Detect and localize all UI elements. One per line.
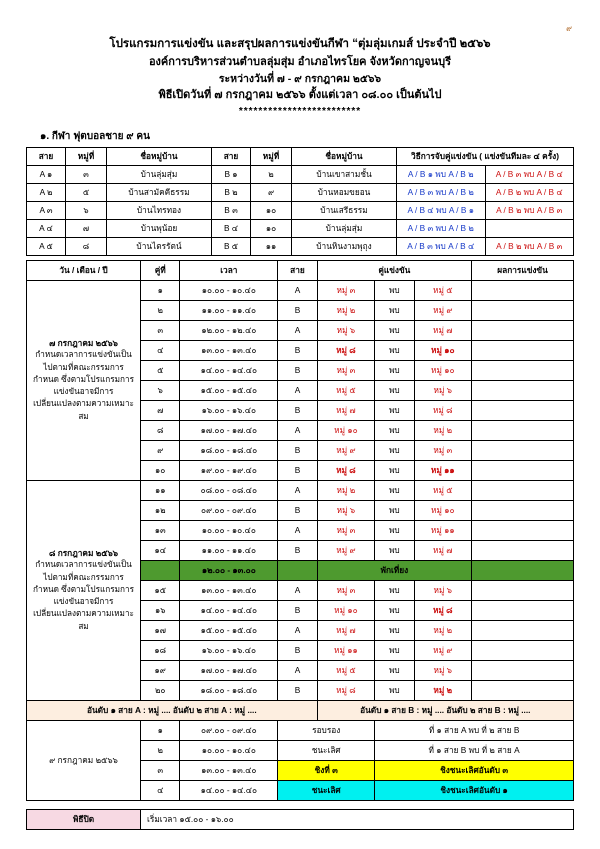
cell-team-1: หมู่ ๑๑ xyxy=(317,640,375,660)
cell-line: A xyxy=(278,480,317,500)
table-row xyxy=(27,201,574,219)
teams-table xyxy=(26,147,574,256)
cell-name-1: บ้านพุน้อย xyxy=(107,219,212,237)
cell-team-2: หมู่ ๑๐ xyxy=(414,500,472,520)
cell-line: B xyxy=(278,440,317,460)
cell-team-1: หมู่ ๗ xyxy=(317,400,375,420)
cell-pair-no: ๑๓ xyxy=(141,520,180,540)
cell-time: ๑๓.๐๐ - ๑๓.๔๐ xyxy=(180,340,278,360)
cell-time: ๐๙.๐๐ - ๐๙.๔๐ xyxy=(180,500,278,520)
col-moo-1: หมู่ที่ xyxy=(66,147,107,165)
table-row xyxy=(27,280,574,300)
col-method: วิธีการจับคู่แข่งขัน ( แข่งขันทีมละ ๔ ครั้ง) xyxy=(397,147,574,165)
cell-team-2: หมู่ ๖ xyxy=(414,580,472,600)
cell-team-2: หมู่ ๑๐ xyxy=(414,360,472,380)
cell-time: ๑๓.๐๐ - ๑๓.๔๐ xyxy=(180,580,278,600)
cell-moo-1: ๘ xyxy=(66,237,107,255)
lunch-pair-no xyxy=(141,560,180,580)
cell-vs: พบ xyxy=(375,600,414,620)
cell-group-1: A ๔ xyxy=(27,219,66,237)
cell-name-2: บ้านลุ่มสุ่ม xyxy=(292,219,397,237)
cell-team-1: หมู่ ๕ xyxy=(317,660,375,680)
cell-time: ๑๐.๐๐ - ๑๐.๔๐ xyxy=(180,520,278,540)
cell-time: ๑๒.๐๐ - ๑๒.๔๐ xyxy=(180,320,278,340)
title-line-4: พิธีเปิดวันที่ ๗ กรกฎาคม ๒๕๖๖ ตั้งแต่เวลา ๐๘.๐๐ เป็นต้นไป xyxy=(158,89,442,102)
cell-vs: พบ xyxy=(375,520,414,540)
cell-team-2: หมู่ ๕ xyxy=(414,480,472,500)
cell-pair-no: ๒ xyxy=(141,300,180,320)
cell-line: B xyxy=(278,600,317,620)
cell-vs: พบ xyxy=(375,460,414,480)
cell-line: A xyxy=(278,380,317,400)
cell-group-1: A ๑ xyxy=(27,165,66,183)
table-row xyxy=(27,165,574,183)
cell-team-1: หมู่ ๑๐ xyxy=(317,600,375,620)
cell-time: ๑๘.๐๐ - ๑๘.๔๐ xyxy=(180,440,278,460)
cell-vs: พบ xyxy=(375,340,414,360)
final-date-cell: ๙ กรกฎาคม ๒๕๖๖ xyxy=(27,720,141,800)
title-line-3: ระหว่างวันที่ ๗ - ๙ กรกฎาคม ๒๕๖๖ xyxy=(218,72,382,85)
cell-pair-no: ๖ xyxy=(141,380,180,400)
cell-group-2: B ๕ xyxy=(212,237,251,255)
cell-line: B xyxy=(278,400,317,420)
cell-team-1: หมู่ ๖ xyxy=(317,320,375,340)
cell-pair-no: ๔ xyxy=(141,780,180,800)
col-line: สาย xyxy=(278,260,317,280)
cell-name-2: บ้านเสรีธรรม xyxy=(292,201,397,219)
cell-line: B xyxy=(278,460,317,480)
cell-pair-no: ๑ xyxy=(141,280,180,300)
cell-result xyxy=(472,640,574,660)
cell-line: A xyxy=(278,420,317,440)
cell-result xyxy=(472,680,574,700)
cell-moo-2: ๑๑ xyxy=(251,237,292,255)
cell-vs: พบ xyxy=(375,300,414,320)
cell-moo-1: ๖ xyxy=(66,201,107,219)
cell-time: ๑๑.๐๐ - ๑๑.๔๐ xyxy=(180,540,278,560)
cell-time: ๑๕.๐๐ - ๑๕.๔๐ xyxy=(180,380,278,400)
cell-round-label: ชิงที่ ๓ xyxy=(278,760,375,780)
spacer-row xyxy=(27,800,574,809)
col-match: คู่แข่งขัน xyxy=(317,260,471,280)
cell-line: B xyxy=(278,680,317,700)
cell-pair-no: ๑๔ xyxy=(141,540,180,560)
cell-vs: พบ xyxy=(375,400,414,420)
day1-label: ๗ กรกฎาคม ๒๕๖๖ xyxy=(49,338,118,349)
spacer-cell xyxy=(27,800,574,809)
cell-team-2: หมู่ ๗ xyxy=(414,320,472,340)
cell-team-1: หมู่ ๗ xyxy=(317,620,375,640)
cell-method-b: A / B ๓ พบ A / B ๔ xyxy=(485,165,574,183)
cell-time: ๑๔.๐๐ - ๑๔.๔๐ xyxy=(180,360,278,380)
title-line-2: องค์การบริหารส่วนตำบลลุ่มสุ่ม อำเภอไทรโยค จังหวัดกาญจนบุรี xyxy=(148,55,452,68)
cell-team-2: หมู่ ๒ xyxy=(414,620,472,640)
cell-time: ๑๔.๐๐ - ๑๔.๔๐ xyxy=(180,780,278,800)
cell-method-a: A / B ๑ พบ A / B ๒ xyxy=(397,165,486,183)
teams-header-row xyxy=(27,147,574,165)
cell-team-2: หมู่ ๙ xyxy=(414,300,472,320)
table-row xyxy=(27,183,574,201)
cell-team-2: หมู่ ๓ xyxy=(414,440,472,460)
cell-result xyxy=(472,340,574,360)
cell-team-1: หมู่ ๙ xyxy=(317,440,375,460)
cell-team-1: หมู่ ๑๐ xyxy=(317,420,375,440)
cell-result xyxy=(472,480,574,500)
cell-vs: พบ xyxy=(375,680,414,700)
day2-note: กำหนดเวลาการแข่งขันเป็นไปตามที่คณะกรรมการกำหนด ซึ่งตามโปรแกรมการแข่งขันอาจมีการเปลี่ยนแปลงตามความเหมาะสม xyxy=(33,560,134,631)
cell-pair-no: ๕ xyxy=(141,360,180,380)
cell-result xyxy=(472,280,574,300)
cell-method-b: A / B ๒ พบ A / B ๓ xyxy=(485,201,574,219)
cell-pair-no: ๑๗ xyxy=(141,620,180,640)
col-name-2: ชื่อหมู่บ้าน xyxy=(292,147,397,165)
cell-pair-no: ๑ xyxy=(141,720,180,740)
cell-pair-no: ๘ xyxy=(141,420,180,440)
cell-team-1: หมู่ ๒ xyxy=(317,300,375,320)
cell-round-desc: ชิงชนะเลิศอันดับ ๑ xyxy=(375,780,574,800)
cell-result xyxy=(472,420,574,440)
cell-pair-no: ๑๕ xyxy=(141,580,180,600)
col-name-1: ชื่อหมู่บ้าน xyxy=(107,147,212,165)
cell-time: ๑๗.๐๐ - ๑๗.๔๐ xyxy=(180,420,278,440)
cell-team-2: หมู่ ๖ xyxy=(414,660,472,680)
closing-time: เริ่มเวลา ๑๕.๐๐ - ๑๖.๐๐ xyxy=(141,809,574,829)
cell-time: ๑๖.๐๐ - ๑๖.๔๐ xyxy=(180,640,278,660)
cell-moo-2: ๑๐ xyxy=(251,201,292,219)
cell-method-b xyxy=(485,219,574,237)
cell-time: ๑๔.๐๐ - ๑๔.๔๐ xyxy=(180,600,278,620)
cell-time: ๑๑.๐๐ - ๑๑.๔๐ xyxy=(180,300,278,320)
cell-team-1: หมู่ ๓ xyxy=(317,360,375,380)
cell-result xyxy=(472,620,574,640)
title-line-5: ************************* xyxy=(238,106,362,118)
cell-round-desc: ชิงชนะเลิศอันดับ ๓ xyxy=(375,760,574,780)
page-corner-mark: ๙ xyxy=(566,24,572,33)
cell-line: A xyxy=(278,660,317,680)
cell-name-1: บ้านลุ่มสุ่ม xyxy=(107,165,212,183)
cell-team-1: หมู่ ๙ xyxy=(317,540,375,560)
lunch-label: พักเที่ยง xyxy=(317,560,471,580)
closing-row xyxy=(27,809,574,829)
cell-group-1: A ๓ xyxy=(27,201,66,219)
cell-group-2: B ๒ xyxy=(212,183,251,201)
cell-result xyxy=(472,380,574,400)
cell-method-a: A / B ๓ พบ A / B ๔ xyxy=(397,237,486,255)
cell-team-1: หมู่ ๓ xyxy=(317,520,375,540)
cell-team-2: หมู่ ๘ xyxy=(414,400,472,420)
cell-time: ๐๘.๐๐ - ๐๘.๔๐ xyxy=(180,480,278,500)
cell-line: B xyxy=(278,640,317,660)
cell-time: ๑๐.๐๐ - ๑๐.๔๐ xyxy=(180,740,278,760)
table-row xyxy=(27,237,574,255)
cell-team-2: หมู่ ๙ xyxy=(414,640,472,660)
cell-result xyxy=(472,300,574,320)
cell-round-label: รอบรอง xyxy=(278,720,375,740)
schedule-table xyxy=(26,260,574,830)
cell-team-1: หมู่ ๒ xyxy=(317,480,375,500)
cell-time: ๑๘.๐๐ - ๑๘.๔๐ xyxy=(180,680,278,700)
cell-line: B xyxy=(278,500,317,520)
cell-result xyxy=(472,440,574,460)
cell-group-1: A ๕ xyxy=(27,237,66,255)
cell-moo-1: ๗ xyxy=(66,219,107,237)
col-pair-no: คู่ที่ xyxy=(141,260,180,280)
cell-vs: พบ xyxy=(375,440,414,460)
cell-team-1: หมู่ ๘ xyxy=(317,340,375,360)
cell-vs: พบ xyxy=(375,500,414,520)
cell-vs: พบ xyxy=(375,620,414,640)
cell-line: A xyxy=(278,320,317,340)
col-time: เวลา xyxy=(180,260,278,280)
cell-line: B xyxy=(278,360,317,380)
col-moo-2: หมู่ที่ xyxy=(251,147,292,165)
rank-right: อันดับ ๑ สาย B : หมู่ .... อันดับ ๒ สาย B : หมู่ .... xyxy=(317,700,573,720)
cell-name-1: บ้านไทรทอง xyxy=(107,201,212,219)
cell-group-2: B ๑ xyxy=(212,165,251,183)
cell-moo-2: ๙ xyxy=(251,183,292,201)
col-result: ผลการแข่งขัน xyxy=(472,260,574,280)
table-row xyxy=(27,480,574,500)
cell-vs: พบ xyxy=(375,320,414,340)
col-date: วัน / เดือน / ปี xyxy=(27,260,141,280)
cell-name-2: บ้านเขาสามชั้น xyxy=(292,165,397,183)
cell-result xyxy=(472,580,574,600)
cell-group-2: B ๔ xyxy=(212,219,251,237)
cell-line: A xyxy=(278,620,317,640)
cell-team-1: หมู่ ๘ xyxy=(317,680,375,700)
day1-date-cell xyxy=(27,280,141,480)
cell-time: ๑๙.๐๐ - ๑๙.๔๐ xyxy=(180,460,278,480)
cell-name-2: บ้านหอมขยอน xyxy=(292,183,397,201)
cell-team-2: หมู่ ๕ xyxy=(414,280,472,300)
cell-time: ๑๓.๐๐ - ๑๓.๔๐ xyxy=(180,760,278,780)
cell-result xyxy=(472,600,574,620)
cell-pair-no: ๑๙ xyxy=(141,660,180,680)
cell-team-2: หมู่ ๒ xyxy=(414,420,472,440)
cell-pair-no: ๒๐ xyxy=(141,680,180,700)
cell-team-2: หมู่ ๒ xyxy=(414,680,472,700)
cell-team-2: หมู่ ๑๐ xyxy=(414,340,472,360)
cell-time: ๑๗.๐๐ - ๑๗.๔๐ xyxy=(180,660,278,680)
lunch-line xyxy=(278,560,317,580)
cell-team-1: หมู่ ๖ xyxy=(317,500,375,520)
cell-result xyxy=(472,520,574,540)
cell-vs: พบ xyxy=(375,380,414,400)
col-group-2: สาย xyxy=(212,147,251,165)
cell-method-a: A / B ๓ พบ A / B ๒ xyxy=(397,219,486,237)
cell-team-2: หมู่ ๖ xyxy=(414,380,472,400)
cell-pair-no: ๑๒ xyxy=(141,500,180,520)
cell-moo-2: ๑๐ xyxy=(251,219,292,237)
rank-summary-row xyxy=(27,700,574,720)
cell-pair-no: ๗ xyxy=(141,400,180,420)
cell-line: A xyxy=(278,580,317,600)
cell-line: B xyxy=(278,540,317,560)
cell-name-1: บ้านสามัคคีธรรม xyxy=(107,183,212,201)
cell-pair-no: ๑๑ xyxy=(141,480,180,500)
cell-pair-no: ๙ xyxy=(141,440,180,460)
rank-left: อันดับ ๑ สาย A : หมู่ .... อันดับ ๒ สาย A : หมู่ .... xyxy=(27,700,318,720)
schedule-header-row xyxy=(27,260,574,280)
cell-team-1: หมู่ ๕ xyxy=(317,380,375,400)
cell-round-desc: ที่ ๑ สาย B พบ ที่ ๒ สาย A xyxy=(375,740,574,760)
cell-time: ๑๕.๐๐ - ๑๕.๔๐ xyxy=(180,620,278,640)
cell-line: B xyxy=(278,300,317,320)
cell-team-2: หมู่ ๑๑ xyxy=(414,520,472,540)
table-row xyxy=(27,720,574,740)
cell-method-b: A / B ๒ พบ A / B ๓ xyxy=(485,237,574,255)
cell-vs: พบ xyxy=(375,640,414,660)
cell-vs: พบ xyxy=(375,580,414,600)
cell-moo-1: ๕ xyxy=(66,183,107,201)
cell-method-a: A / B ๔ พบ A / B ๑ xyxy=(397,201,486,219)
cell-time: ๑๐.๐๐ - ๑๐.๔๐ xyxy=(180,280,278,300)
cell-line: B xyxy=(278,340,317,360)
day1-note: กำหนดเวลาการแข่งขันเป็นไปตามที่คณะกรรมการกำหนด ซึ่งตามโปรแกรมการแข่งขันอาจมีการเปลี่ยนแปลงตามความเหมาะสม xyxy=(33,350,134,421)
lunch-result xyxy=(472,560,574,580)
cell-vs: พบ xyxy=(375,420,414,440)
cell-result xyxy=(472,320,574,340)
cell-team-2: หมู่ ๑๑ xyxy=(414,460,472,480)
section-header: ๑. กีฬา ฟุตบอลชาย ๙ คน xyxy=(40,130,150,142)
cell-team-2: หมู่ ๗ xyxy=(414,540,472,560)
cell-method-a: A / B ๓ พบ A / B ๒ xyxy=(397,183,486,201)
cell-team-1: หมู่ ๓ xyxy=(317,280,375,300)
lunch-time: ๑๒.๐๐ - ๑๓.๐๐ xyxy=(180,560,278,580)
cell-pair-no: ๑๐ xyxy=(141,460,180,480)
cell-vs: พบ xyxy=(375,660,414,680)
cell-pair-no: ๑๘ xyxy=(141,640,180,660)
cell-group-2: B ๓ xyxy=(212,201,251,219)
cell-pair-no: ๔ xyxy=(141,340,180,360)
col-group-1: สาย xyxy=(27,147,66,165)
cell-vs: พบ xyxy=(375,360,414,380)
cell-vs: พบ xyxy=(375,480,414,500)
cell-result xyxy=(472,400,574,420)
cell-pair-no: ๑๖ xyxy=(141,600,180,620)
cell-pair-no: ๓ xyxy=(141,760,180,780)
cell-vs: พบ xyxy=(375,280,414,300)
cell-name-2: บ้านหินงามพุถุง xyxy=(292,237,397,255)
cell-round-label: ชนะเลิศ xyxy=(278,740,375,760)
cell-group-1: A ๒ xyxy=(27,183,66,201)
cell-name-1: บ้านไตรรัตน์ xyxy=(107,237,212,255)
cell-moo-2: ๒ xyxy=(251,165,292,183)
closing-label: พิธีปิด xyxy=(27,809,141,829)
cell-line: A xyxy=(278,520,317,540)
cell-round-label: ชนะเลิศ xyxy=(278,780,375,800)
cell-result xyxy=(472,660,574,680)
title-line-1: โปรแกรมการแข่งขัน และสรุปผลการแข่งขันกีฬา “ตุ่มลุ่มเกมส์ ประจำปี ๒๕๖๖ xyxy=(109,38,491,50)
cell-time: ๑๖.๐๐ - ๑๖.๔๐ xyxy=(180,400,278,420)
cell-method-b: A / B ๒ พบ A / B ๔ xyxy=(485,183,574,201)
cell-result xyxy=(472,460,574,480)
cell-vs: พบ xyxy=(375,540,414,560)
table-row xyxy=(27,219,574,237)
day2-date-cell xyxy=(27,480,141,700)
cell-team-1: หมู่ ๘ xyxy=(317,460,375,480)
document-title-block xyxy=(26,36,574,120)
cell-team-2: หมู่ ๘ xyxy=(414,600,472,620)
cell-round-desc: ที่ ๑ สาย A พบ ที่ ๒ สาย B xyxy=(375,720,574,740)
cell-team-1: หมู่ ๓ xyxy=(317,580,375,600)
cell-time: ๐๙.๐๐ - ๐๙.๔๐ xyxy=(180,720,278,740)
cell-pair-no: ๒ xyxy=(141,740,180,760)
cell-moo-1: ๓ xyxy=(66,165,107,183)
cell-pair-no: ๓ xyxy=(141,320,180,340)
cell-result xyxy=(472,360,574,380)
cell-result xyxy=(472,500,574,520)
cell-line: A xyxy=(278,280,317,300)
cell-result xyxy=(472,540,574,560)
day2-label: ๘ กรกฎาคม ๒๕๖๖ xyxy=(48,548,119,559)
